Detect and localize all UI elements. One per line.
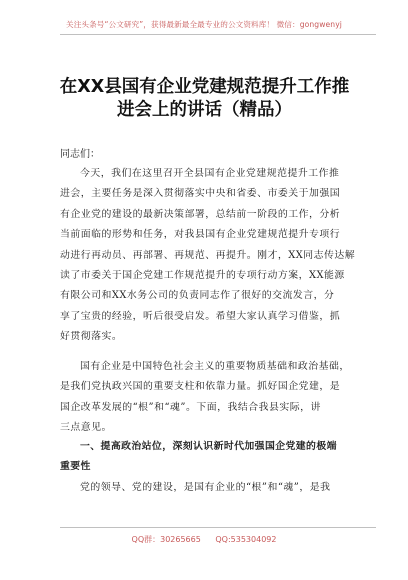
document-title (52, 76, 357, 122)
footer-qq: QQ:535304092 (215, 535, 277, 544)
text-line: 是我们党执政兴国的重要支柱和依靠力量。抓好国企党建，是 (60, 381, 341, 393)
title-line: 进会上的讲话（精品） (117, 100, 292, 120)
header-promo-note: 关注头条号“公文研究”，获得最新最全最专业的公文资料库！ 微信：gongwenyj (66, 20, 342, 29)
text-line: 今天，我们在这里召开全县国有企业党建规范提升工作推 (80, 168, 340, 179)
footer-qq-group: QQ群：30265665 (131, 535, 201, 544)
salutation: 同志们： (60, 149, 100, 160)
text-line: 读了市委关于国企党建工作规范提升的专项行动方案，XX能源 (60, 270, 345, 282)
text-line: 有企业党的建设的最新决策部署，总结前一阶段的工作，分析 (60, 208, 341, 220)
paragraph-section-body (60, 478, 358, 498)
text-line: 当前面临的形势和任务，对我县国有企业党建规范提升专项行 (60, 229, 341, 241)
paragraph-significance (60, 357, 358, 439)
text-line: 国企改革发展的“根”和“魂”。下面，我结合我县实际，讲 (60, 401, 321, 413)
text-line: 党的领导、党的建设，是国有企业的“根”和“魂”，是我 (80, 482, 331, 493)
section-heading (60, 437, 358, 478)
title-line: 在XX县国有企业党建规范提升工作推 (59, 77, 350, 97)
footer-contact (0, 534, 408, 545)
heading-line: 重要性 (60, 461, 91, 473)
text-line: 国有企业是中国特色社会主义的重要物质基础和政治基础， (80, 361, 350, 372)
paragraph-opening (60, 164, 358, 348)
text-line: 进会，主要任务是深入贯彻落实中央和省委、市委关于加强国 (60, 188, 341, 200)
text-line: 有限公司和XX水务公司的负责同志作了很好的交流发言，分 (60, 290, 335, 302)
text-line: 动进行再动员、再部署、再规范、再提升。刚才，XX同志传达解 (60, 249, 356, 261)
text-line: 三点意见。 (60, 422, 112, 434)
heading-line: 一、提高政治站位，深刻认识新时代加强国企党建的极端 (80, 441, 337, 452)
footer-divider (60, 527, 376, 528)
header-divider (60, 34, 376, 35)
text-line: 享了宝贵的经验，听后很受启发。希望大家认真学习借鉴，抓 (60, 310, 341, 322)
text-line: 好贯彻落实。 (60, 331, 123, 343)
